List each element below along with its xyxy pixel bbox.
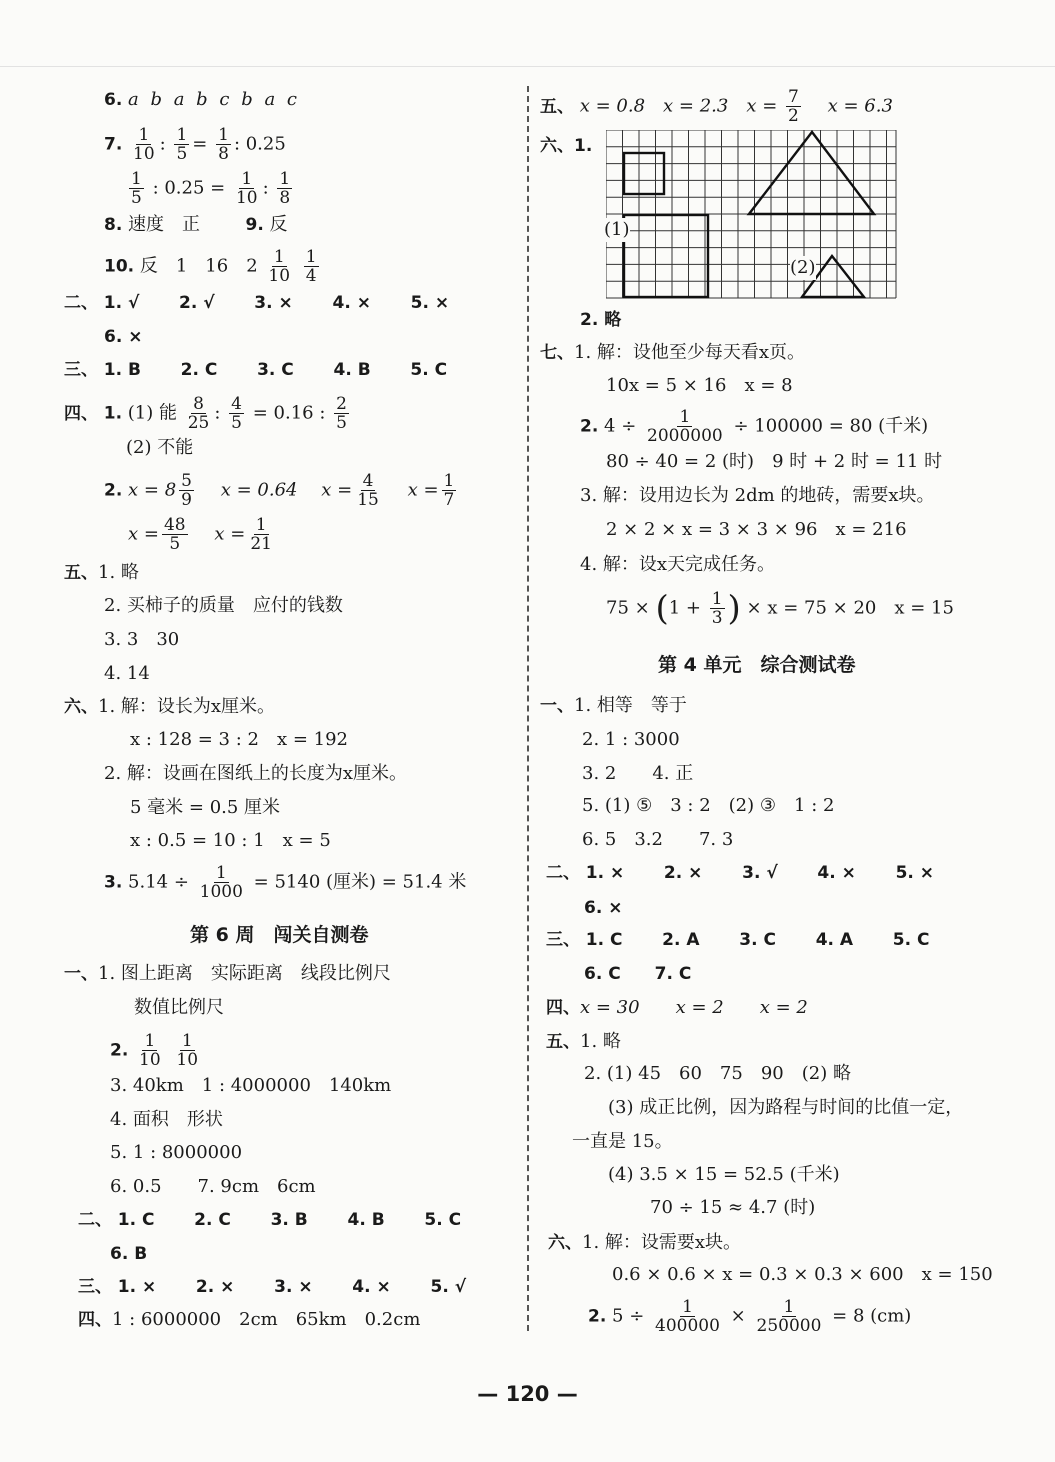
left-sec4-q1b: (2) 不能 bbox=[126, 437, 194, 458]
grid-label-1: (1) bbox=[604, 219, 630, 240]
unit4-sec5-q1: 五、1. 略 bbox=[546, 1031, 621, 1052]
fraction: $\frac{1}{5}$ bbox=[176, 125, 188, 164]
week6-sec1-q6: 6. 0.5 7. 9cm 6cm bbox=[110, 1176, 316, 1197]
unit4-sec6-q2: 2. 5 ÷ $\frac{1}{400000}$ × $\frac{1}{250000}$ = 8 (cm) bbox=[588, 1297, 912, 1336]
left-q8-9: 8. 速度 正 9. 反 bbox=[104, 214, 288, 235]
right-sec7-q1b: 10x = 5 × 16 x = 8 bbox=[606, 375, 793, 396]
week6-sec1-q1b: 数值比例尺 bbox=[134, 997, 224, 1018]
fraction: $\frac{1}{8}$ bbox=[218, 125, 229, 164]
unit4-sec5-q4b: 70 ÷ 15 ≈ 4.7 (时) bbox=[650, 1197, 816, 1218]
small-square-shape bbox=[624, 153, 664, 194]
unit4-sec3-q6: 6. C 7. C bbox=[584, 964, 692, 984]
week6-sec1-q5: 5. 1 : 8000000 bbox=[110, 1142, 243, 1163]
week6-sec2-q6: 6. B bbox=[110, 1244, 148, 1264]
left-sec2: 二、 1. √ 2. √ 3. × 4. × 5. × bbox=[64, 293, 450, 313]
unit4-sec5-q3b: 一直是 15。 bbox=[572, 1131, 673, 1152]
section-title-week6: 第 6 周 闯关自测卷 bbox=[190, 924, 369, 946]
column-divider bbox=[527, 86, 529, 1331]
week6-sec2: 二、 1. C 2. C 3. B 4. B 5. C bbox=[78, 1210, 462, 1230]
left-sec6-q2c: x : 0.5 = 10 : 1 x = 5 bbox=[130, 830, 331, 851]
unit4-sec5-q2: 2. (1) 45 60 75 90 (2) 略 bbox=[584, 1063, 851, 1084]
week6-sec4: 四、1 : 6000000 2cm 65km 0.2cm bbox=[78, 1309, 421, 1330]
left-sec6-q1: 六、1. 解：设长为x厘米。 bbox=[64, 696, 276, 717]
left-sec6-q3: 3. 5.14 ÷ $\frac{1}{1000}$ = 5140 (厘米) = 51.4 米 bbox=[104, 863, 467, 902]
fraction: $\frac{1}{8}$ bbox=[279, 169, 291, 208]
unit4-sec2-q6: 6. × bbox=[584, 898, 623, 918]
grid-diagram bbox=[606, 130, 898, 300]
unit4-sec1-q3: 3. 2 4. 正 bbox=[582, 763, 694, 784]
top-rule bbox=[0, 66, 1055, 67]
unit4-sec1-q6: 6. 5 3.2 7. 3 bbox=[582, 829, 734, 850]
large-square-shape bbox=[624, 215, 708, 297]
left-sec2-q6: 6. × bbox=[104, 327, 143, 347]
right-sec7-q3b: 2 × 2 × x = 3 × 3 × 96 x = 216 bbox=[606, 519, 907, 540]
right-sec6-q2: 2. 略 bbox=[580, 310, 622, 330]
large-triangle-shape bbox=[749, 132, 874, 214]
left-sec6-q2b: 5 毫米 = 0.5 厘米 bbox=[130, 797, 281, 818]
right-sec5: 五、 x = 0.8 x = 2.3 x = $\frac{7}{2}$ x = 6.3 bbox=[540, 87, 893, 126]
unit4-sec4: 四、x = 30 x = 2 x = 2 bbox=[546, 997, 808, 1018]
unit4-sec5-q4: (4) 3.5 × 15 = 52.5 (千米) bbox=[608, 1164, 840, 1185]
week6-sec1-q3: 3. 40km 1 : 4000000 140km bbox=[110, 1075, 392, 1096]
week6-sec3: 三、 1. × 2. × 3. × 4. × 5. √ bbox=[78, 1277, 467, 1297]
left-sec4-q2: 2. x = 8 $\frac{5}{9}$ x = 0.64 x = $\frac{4}{15}$ x = $\frac{1}{7}$ bbox=[104, 471, 455, 510]
left-sec4-q2b: x = $\frac{48}{5}$ x = $\frac{1}{21}$ bbox=[128, 515, 272, 554]
left-sec6-q1b: x : 128 = 3 : 2 x = 192 bbox=[130, 729, 348, 750]
right-sec7-q1: 七、1. 解：设他至少每天看x页。 bbox=[540, 342, 806, 363]
page-number: — 120 — bbox=[477, 1382, 578, 1406]
unit4-sec3: 三、 1. C 2. A 3. C 4. A 5. C bbox=[546, 930, 930, 950]
fraction: $\frac{1}{10}$ bbox=[268, 247, 291, 286]
left-sec3: 三、 1. B 2. C 3. C 4. B 5. C bbox=[64, 360, 448, 380]
unit4-sec6-q1: 六、1. 解：设需要x块。 bbox=[548, 1232, 742, 1253]
left-sec5-q4: 4. 14 bbox=[104, 663, 150, 684]
unit4-sec5-q3: (3) 成正比例，因为路程与时间的比值一定， bbox=[608, 1097, 964, 1118]
right-sec6-q1: 六、1. bbox=[540, 136, 593, 156]
left-sec5-q2: 2. 买柿子的质量 应付的钱数 bbox=[104, 595, 343, 616]
unit4-sec6-q1b: 0.6 × 0.6 × x = 0.3 × 0.3 × 600 x = 150 bbox=[612, 1264, 993, 1285]
left-q10: 10. 反 1 16 2 $\frac{1}{10}$ $\frac{1}{4}$ bbox=[104, 247, 317, 286]
right-sec7-q2: 2. 4 ÷ $\frac{1}{2000000}$ ÷ 100000 = 80 (千米) bbox=[580, 407, 929, 446]
grid-label-2: (2) bbox=[790, 257, 816, 278]
fraction: $\frac{1}{5}$ bbox=[131, 169, 142, 208]
section-title-unit4: 第 4 单元 综合测试卷 bbox=[658, 654, 856, 676]
left-q6: 6. a b a b c b a c bbox=[104, 89, 301, 110]
left-sec6-q2: 2. 解：设画在图纸上的长度为x厘米。 bbox=[104, 763, 408, 784]
week6-sec1-q1: 一、1. 图上距离 实际距离 线段比例尺 bbox=[64, 963, 391, 984]
right-sec7-q4: 4. 解：设x天完成任务。 bbox=[580, 554, 776, 575]
fraction: $\frac{1}{4}$ bbox=[305, 247, 317, 286]
left-q7b: $\frac{1}{5}$ : 0.25 = $\frac{1}{10}$ : $\frac{1}{8}$ bbox=[131, 169, 291, 208]
left-sec5-q1: 五、1. 略 bbox=[64, 562, 139, 583]
unit4-sec2: 二、 1. × 2. × 3. √ 4. × 5. × bbox=[546, 863, 935, 883]
unit4-sec1-q2: 2. 1 : 3000 bbox=[582, 729, 680, 750]
unit4-sec1-q5: 5. (1) ⑤ 3 : 2 (2) ③ 1 : 2 bbox=[582, 795, 835, 816]
week6-sec1-q2: 2. $\frac{1}{10}$ $\frac{1}{10}$ bbox=[110, 1031, 199, 1070]
week6-sec1-q4: 4. 面积 形状 bbox=[110, 1109, 223, 1130]
left-sec5-q3: 3. 3 30 bbox=[104, 629, 180, 650]
right-sec7-q3: 3. 解：设用边长为 2dm 的地砖，需要x块。 bbox=[580, 485, 935, 506]
right-sec7-q2c: 80 ÷ 40 = 2 (时) 9 时 + 2 时 = 11 时 bbox=[606, 451, 943, 472]
fraction: $\frac{1}{10}$ bbox=[133, 125, 155, 164]
unit4-sec1-q1: 一、1. 相等 等于 bbox=[540, 695, 687, 716]
left-q7: 7. $\frac{1}{10}$ : $\frac{1}{5}$ = $\frac{1}{8}$ : 0.25 bbox=[104, 125, 286, 164]
right-sec7-q4b: 75 × (1 + $\frac{1}{3}$ ) × x = 75 × 20 x = 15 bbox=[606, 588, 954, 629]
left-sec4-q1: 四、 1. (1) 能 $\frac{8}{25}$ : $\frac{4}{5}$ = 0.16 : $\frac{2}{5}$ bbox=[64, 394, 347, 433]
fraction: $\frac{1}{10}$ bbox=[235, 169, 258, 208]
